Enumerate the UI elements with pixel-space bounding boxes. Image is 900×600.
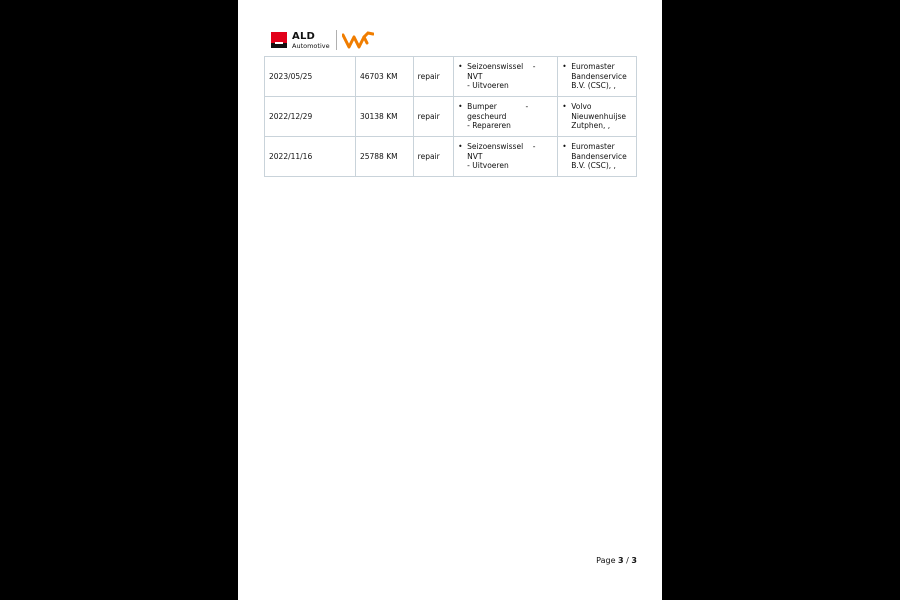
- shop-line: Bandenservice: [571, 151, 627, 161]
- mileage-cell: 46703 KM: [355, 57, 413, 97]
- shop-line: B.V. (CSC), ,: [571, 81, 616, 91]
- date-cell: 2022/12/29: [265, 97, 356, 137]
- partner-logo-icon: [342, 30, 374, 50]
- page-separator: /: [626, 556, 629, 565]
- type-cell: repair: [413, 57, 454, 97]
- workshop-cell: [558, 57, 637, 97]
- date-cell: 2023/05/25: [265, 57, 356, 97]
- work-cell: [454, 137, 558, 177]
- table-row: [265, 97, 637, 137]
- bullet: •: [562, 62, 567, 72]
- work-line: - Repareren: [467, 121, 511, 131]
- type-cell: repair: [413, 137, 454, 177]
- work-line: NVT: [467, 151, 483, 161]
- work-line: NVT: [467, 71, 483, 81]
- table-row: [265, 57, 637, 97]
- logo-divider: [336, 30, 337, 50]
- workshop-cell: [558, 137, 637, 177]
- shop-line: Zutphen, ,: [571, 121, 611, 131]
- bullet: •: [458, 142, 463, 152]
- mileage-cell: 25788 KM: [355, 137, 413, 177]
- workshop-cell: [558, 97, 637, 137]
- document-page: [238, 0, 662, 600]
- brand-subtitle: Automotive: [292, 42, 330, 50]
- bullet: •: [458, 62, 463, 72]
- shop-line: Euromaster: [571, 62, 615, 72]
- work-line: Seizoenswissel -: [467, 62, 536, 72]
- work-line: - Uitvoeren: [467, 161, 509, 171]
- mileage-cell: 30138 KM: [355, 97, 413, 137]
- bullet: •: [458, 102, 463, 112]
- shop-line: Volvo: [571, 102, 592, 112]
- work-line: gescheurd: [467, 111, 507, 121]
- work-cell: [454, 57, 558, 97]
- shop-line: Nieuwenhuijse: [571, 111, 626, 121]
- shop-line: Bandenservice: [571, 71, 627, 81]
- work-cell: [454, 97, 558, 137]
- page-label: Page: [596, 556, 616, 565]
- bullet: •: [562, 102, 567, 112]
- work-line: - Uitvoeren: [467, 81, 509, 91]
- date-cell: 2022/11/16: [265, 137, 356, 177]
- ald-logo-icon: [271, 32, 287, 48]
- table-row: [265, 137, 637, 177]
- current-page: 3: [618, 556, 624, 565]
- bullet: •: [562, 142, 567, 152]
- brand-name: ALD: [292, 31, 316, 42]
- shop-line: B.V. (CSC), ,: [571, 161, 616, 171]
- shop-line: Euromaster: [571, 142, 615, 152]
- work-line: Seizoenswissel -: [467, 142, 536, 152]
- work-line: Bumper -: [467, 102, 529, 112]
- maintenance-history-table: [264, 56, 637, 177]
- page-number: [596, 556, 637, 565]
- type-cell: repair: [413, 97, 454, 137]
- total-pages: 3: [631, 556, 637, 565]
